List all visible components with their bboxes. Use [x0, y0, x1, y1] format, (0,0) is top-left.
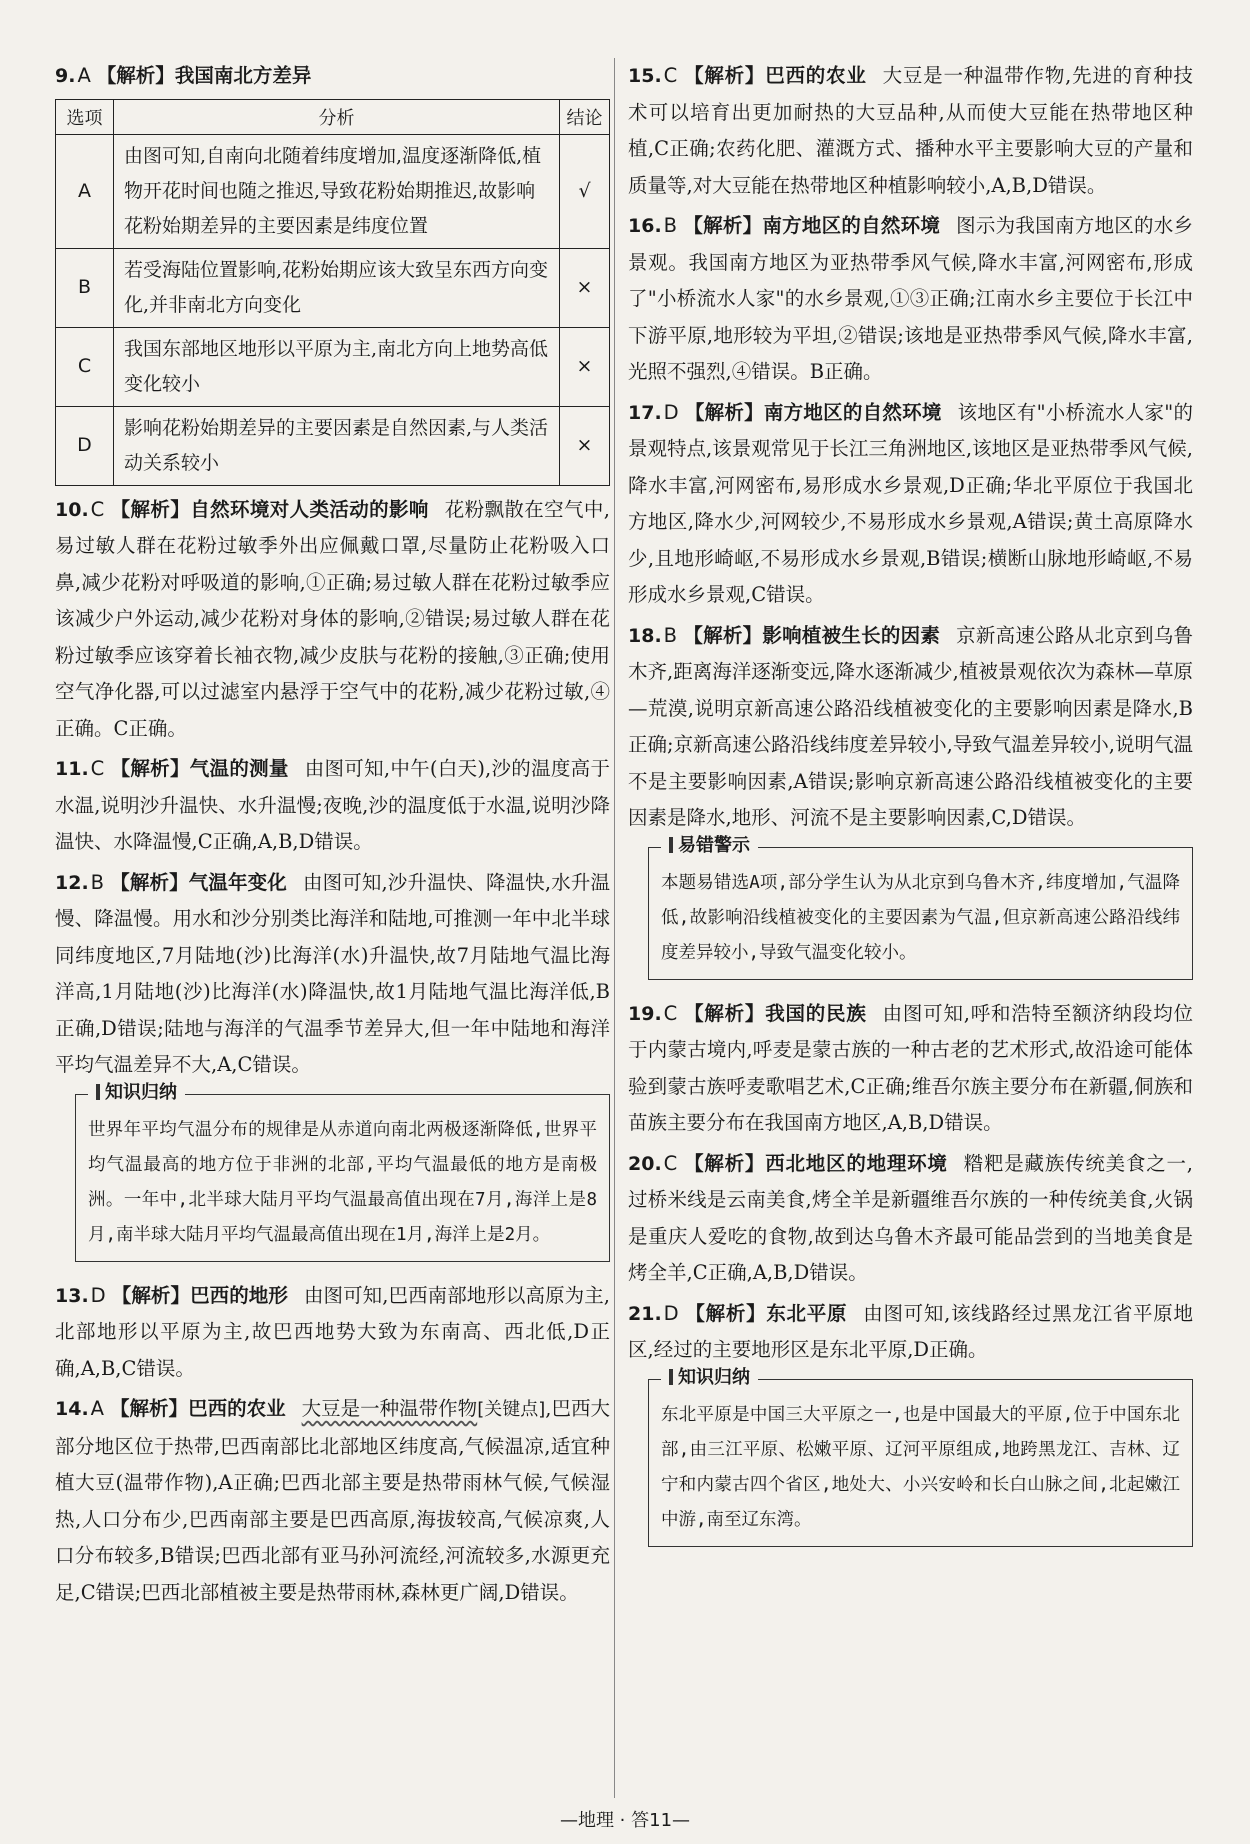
answer-letter: B [663, 214, 678, 237]
question-20 [628, 1146, 1193, 1292]
header-analysis: 分析 [114, 99, 560, 134]
question-14 [55, 1391, 610, 1611]
question-18 [628, 618, 1193, 837]
answer-letter: D [90, 1283, 106, 1307]
question-11 [55, 751, 610, 861]
analysis-tag: 【解析】 [683, 1151, 766, 1175]
topic: 南方地区的自然环境 [762, 214, 941, 237]
answer-letter: C [90, 757, 105, 780]
table-row [56, 248, 610, 327]
row-option: B [56, 248, 114, 327]
analysis-text: 图示为我国南方地区的水乡景观。我国南方地区为亚热带季风气候,降水丰富,河网密布,形成了"小桥流水人家"的水乡景观,①③正确;江南水乡主要位于长江中下游平原,地形较为平坦,②错误;该地是亚热带季风气候,降水丰富,光照不强烈,④错误。B正确。 [628, 214, 1193, 383]
analysis-text: 花粉飘散在空气中,易过敏人群在花粉过敏季外出应佩戴口罩,尽量防止花粉吸入口鼻,减少花粉对呼吸道的影响,①正确;易过敏人群在花粉过敏季应该减少户外运动,减少花粉对身体的影响,②错误;易过敏人群在花粉过敏季应该穿着长袖衣物,减少皮肤与花粉的接触,③正确;使用空气净化器,可以过滤室内悬浮于空气中的花粉,减少花粉过敏,④正确。C正确。 [55, 497, 610, 740]
table-row [56, 327, 610, 406]
box-title: 知识归纳 [661, 1365, 758, 1391]
question-number: 20. [628, 1152, 662, 1175]
answer-letter: A [90, 1397, 105, 1420]
analysis-table [55, 99, 610, 486]
analysis-tag: 【解析】 [683, 214, 763, 237]
question-10 [55, 492, 610, 748]
row-analysis: 影响花粉始期差异的主要因素是自然因素,与人类活动关系较小 [114, 406, 560, 485]
question-21 [628, 1296, 1193, 1369]
analysis-tag: 【解析】 [683, 64, 766, 87]
topic: 气温的测量 [189, 757, 289, 780]
question-number: 9. [55, 65, 76, 87]
question-number: 18. [628, 624, 662, 647]
question-number: 13. [55, 1284, 89, 1307]
question-number: 17. [628, 401, 662, 424]
topic: 我国南北方差异 [174, 64, 312, 87]
question-number: 14. [55, 1398, 89, 1420]
analysis-tag: 【解析】 [96, 64, 175, 87]
table-row [56, 406, 610, 485]
knowledge-summary-box [648, 1366, 1193, 1547]
analysis-text: 由图可知,呼和浩特至额济纳段均位于内蒙古境内,呼麦是蒙古族的一种古老的艺术形式,故沿途可能体验到蒙古族呼麦歌唱艺术,C正确;维吾尔族主要分布在新疆,侗族和苗族主要分布在我国南方地区,A,B,D错误。 [628, 1001, 1193, 1134]
question-12 [55, 865, 610, 1084]
analysis-text: 该地区有"小桥流水人家"的景观特点,该景观常见于长江三角洲地区,该地区是亚热带季风气候,降水丰富,河网密布,易形成水乡景观,D正确;华北平原位于我国北方地区,降水少,河网较少,不易形成水乡景观,A错误;黄土高原降水少,且地形崎岖,不易形成水乡景观,B错误;横断山脉地形崎岖,不易形成水乡景观,C错误。 [628, 400, 1193, 606]
analysis-tag: 【解析】 [683, 1001, 766, 1025]
question-16 [628, 208, 1193, 391]
analysis-text: 由图可知,巴西南部地形以高原为主,北部地形以平原为主,故巴西地势大致为东南高、西北低,D正确,A,B,C错误。 [55, 1283, 610, 1380]
error-warning-box [648, 834, 1193, 980]
header-conclusion: 结论 [560, 99, 610, 134]
box-title: 易错警示 [661, 833, 758, 859]
question-9 [55, 58, 610, 95]
question-number: 15. [628, 65, 662, 87]
question-13 [55, 1278, 610, 1388]
topic: 巴西的地形 [190, 1283, 288, 1307]
topic: 气温年变化 [188, 870, 287, 894]
left-column [55, 58, 610, 1615]
answer-letter: D [663, 400, 679, 424]
question-19 [628, 996, 1193, 1142]
answer-letter: C [663, 1001, 678, 1025]
row-analysis: 由图可知,自南向北随着纬度增加,温度逐渐降低,植物开花时间也随之推迟,导致花粉始期推迟,故影响花粉始期差异的主要因素是纬度位置 [114, 134, 560, 248]
topic: 我国的民族 [765, 1001, 867, 1025]
column-divider [614, 58, 615, 1798]
analysis-tag: 【解析】 [683, 623, 763, 647]
question-number: 16. [628, 215, 662, 237]
answer-letter: C [90, 497, 105, 521]
topic: 东北平原 [766, 1301, 848, 1325]
analysis-text: 京新高速公路从北京到乌鲁木齐,距离海洋逐渐变远,降水逐渐减少,植被景观依次为森林—草原—荒漠,说明京新高速公路沿线植被变化的主要影响因素是降水,B正确;京新高速公路沿线纬度差异较小,导致气温差异较小,说明气温不是主要影响因素,A错误;影响京新高速公路沿线植被变化的主要因素是降水,地形、河流不是主要影响因素,C,D错误。 [628, 623, 1193, 829]
analysis-tag: 【解析】 [110, 497, 191, 521]
answer-letter: B [663, 623, 678, 647]
underlined-key-sentence: 大豆是一种温带作物 [301, 1397, 478, 1420]
row-option: A [56, 134, 114, 248]
topic: 巴西的农业 [765, 64, 867, 87]
box-text: 世界年平均气温分布的规律是从赤道向南北两极逐渐降低,世界平均气温最高的地方位于非洲的北部,平均气温最低的地方是南极洲。一年中,北半球大陆月平均气温最高值出现在7月,海洋上是8月,南半球大陆月平均气温最高值出现在1月,海洋上是2月。 [88, 1119, 597, 1245]
analysis-tag: 【解析】 [684, 400, 764, 424]
analysis-text: 由图可知,沙升温快、降温快,水升温慢、降温慢。用水和沙分别类比海洋和陆地,可推测一年中北半球同纬度地区,7月陆地(沙)比海洋(水)升温快,故7月陆地气温比海洋高,1月陆地(沙)比海洋(水)降温快,故1月陆地气温比海洋低,B正确,D错误;陆地与海洋的气温季节差异大,但一年中陆地和海洋平均气温差异不大,A,C错误。 [55, 870, 610, 1076]
analysis-tag: 【解析】 [684, 1301, 767, 1325]
topic: 自然环境对人类活动的影响 [190, 497, 429, 521]
question-17 [628, 395, 1193, 614]
analysis-text: 糌粑是藏族传统美食之一,过桥米线是云南美食,烤全羊是新疆维吾尔族的一种传统美食,火锅是重庆人爱吃的食物,故到达乌鲁木齐最可能品尝到的当地美食是烤全羊,C正确,A,B,D错误。 [628, 1151, 1193, 1284]
topic: 影响植被生长的因素 [762, 623, 941, 647]
analysis-tag: 【解析】 [111, 1283, 191, 1307]
analysis-text: 由图可知,中午(白天),沙的温度高于水温,说明沙升温快、水升温慢;夜晚,沙的温度低于水温,说明沙降温快、水降温慢,C正确,A,B,D错误。 [55, 757, 610, 853]
key-point-label: [关键点] [477, 1399, 546, 1420]
question-number: 19. [628, 1002, 662, 1025]
knowledge-summary-box [75, 1081, 610, 1262]
row-option: C [56, 327, 114, 406]
header-option: 选项 [56, 99, 114, 134]
question-number: 10. [55, 498, 89, 521]
row-analysis: 我国东部地区地形以平原为主,南北方向上地势高低变化较小 [114, 327, 560, 406]
analysis-tag: 【解析】 [110, 757, 190, 780]
box-text: 本题易错选A项,部分学生认为从北京到乌鲁木齐,纬度增加,气温降低,故影响沿线植被变化的主要因素为气温,但京新高速公路沿线纬度差异较小,导致气温变化较小。 [661, 872, 1180, 963]
answer-letter: D [663, 1301, 679, 1325]
analysis-text: 大豆是一种温带作物,先进的育种技术可以培育出更加耐热的大豆品种,从而使大豆能在热带地区种植,C正确;农药化肥、灌溉方式、播种水平主要影响大豆的产量和质量等,对大豆能在热带地区种植影响较小,A,B,D错误。 [628, 64, 1193, 197]
answer-letter: C [663, 1151, 678, 1175]
box-text: 东北平原是中国三大平原之一,也是中国最大的平原,位于中国东北部,由三江平原、松嫩平原、辽河平原组成,地跨黑龙江、吉林、辽宁和内蒙古四个省区,地处大、小兴安岭和长白山脉之间,北起嫩江中游,南至辽东湾。 [661, 1404, 1180, 1530]
row-option: D [56, 406, 114, 485]
analysis-text: ,巴西大部分地区位于热带,巴西南部比北部地区纬度高,气候温凉,适宜种植大豆(温带作物),A正确;巴西北部主要是热带雨林气候,气候湿热,人口分布少,巴西南部主要是巴西高原,海拔较高,气候凉爽,人口分布较多,B错误;巴西北部有亚马孙河流经,河流较多,水源更充足,C错误;巴西北部植被主要是热带雨林,森林更广阔,D错误。 [55, 1397, 610, 1604]
answer-letter: B [90, 870, 105, 894]
analysis-tag: 【解析】 [110, 1397, 189, 1420]
right-column [628, 58, 1193, 1563]
table-row [56, 134, 610, 248]
topic: 南方地区的自然环境 [763, 400, 942, 424]
answer-letter: C [663, 64, 678, 87]
answer-letter: A [77, 64, 91, 87]
page-footer: —地理 · 答11— [559, 1810, 691, 1831]
analysis-tag: 【解析】 [110, 870, 189, 894]
cross-mark: × [560, 406, 610, 485]
check-mark: √ [560, 134, 610, 248]
question-number: 12. [55, 871, 89, 894]
box-title: 知识归纳 [88, 1080, 185, 1106]
question-number: 21. [628, 1302, 662, 1325]
question-number: 11. [55, 758, 89, 780]
topic: 巴西的农业 [188, 1397, 286, 1420]
row-analysis: 若受海陆位置影响,花粉始期应该大致呈东西方向变化,并非南北方向变化 [114, 248, 560, 327]
table-header-row [56, 99, 610, 134]
topic: 西北地区的地理环境 [765, 1151, 948, 1175]
question-15 [628, 58, 1193, 204]
cross-mark: × [560, 327, 610, 406]
cross-mark: × [560, 248, 610, 327]
analysis-text: 由图可知,该线路经过黑龙江省平原地区,经过的主要地形区是东北平原,D正确。 [628, 1301, 1193, 1361]
